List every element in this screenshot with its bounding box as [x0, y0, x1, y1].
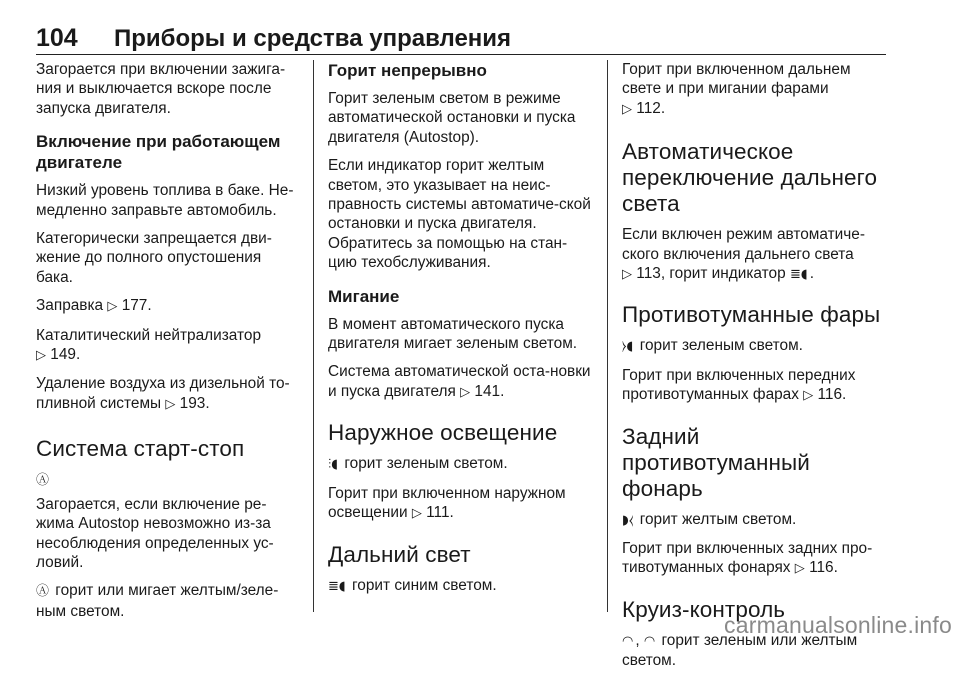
paragraph: ◗⧼ горит желтым светом. — [622, 510, 888, 530]
heading-high-beam: Дальний свет — [328, 541, 471, 567]
fog-light-icon: ⧽◖ — [622, 339, 634, 355]
cross-reference: ▷ 113, горит индикатор ≣◖ . — [622, 264, 888, 284]
cross-reference: Горит при включенных задних про-тивотуманных фонарях ▷ 116. — [622, 540, 873, 577]
arrow-icon: ▷ — [411, 506, 422, 522]
page-header — [36, 22, 886, 55]
arrow-icon: ▷ — [803, 388, 814, 404]
paragraph: В момент автоматического пуска двигателя мигает зеленым светом. — [328, 315, 578, 353]
paragraph: Загорается при включении зажига-ния и выключается вскоре после запуска двигателя. — [36, 61, 286, 117]
auto-high-beam-icon: ≣◖ — [789, 267, 808, 283]
ref-page: 193. — [179, 394, 210, 412]
heading-fog-lights: Противотуманные фары — [622, 302, 881, 328]
cross-reference — [36, 296, 302, 316]
rear-fog-light-icon: ◗⧼ — [622, 512, 634, 528]
arrow-icon: ▷ — [165, 396, 176, 412]
watermark: carmanualsonline.info — [724, 612, 952, 638]
cruise-control-icon: ◠ — [622, 633, 634, 649]
exterior-light-icon: ⫶◖ — [328, 457, 339, 473]
page-title: Приборы и средства управления — [114, 25, 512, 52]
ref-page: 177. — [121, 297, 152, 315]
page-number: 104 — [36, 24, 78, 52]
paragraph: ⧽◖ горит зеленым светом. — [622, 336, 888, 356]
ref-text: Заправка — [36, 297, 104, 315]
column-divider — [607, 60, 608, 612]
paragraph: Ⓐ горит или мигает желтым/зеле-ным светом. — [36, 582, 279, 620]
paragraph: ⫶◖ горит зеленым светом. — [328, 454, 594, 474]
heading-rear-fog-light: Задний противотуманный фонарь — [622, 423, 810, 501]
ref-page: 149. — [50, 346, 81, 364]
start-stop-icon: Ⓐ — [36, 473, 50, 489]
arrow-icon: ▷ — [107, 299, 118, 315]
heading-exterior-lighting: Наружное освещение — [328, 420, 558, 446]
cross-reference: Горит при включенных передних противотуманных фарах ▷ 116. — [622, 366, 856, 404]
ref-text: Каталитический нейтрализатор — [36, 326, 261, 344]
paragraph: Если включен режим автоматиче-ского включения дальнего света — [622, 226, 865, 263]
paragraph: Низкий уровень топлива в баке. Не-медленно заправьте автомобиль. — [36, 182, 294, 219]
paragraph: Если индикатор горит желтым светом, это указывает на неис-правность системы автоматиче-ской остановки и пуска двигателя. Обратитесь за помощью на стан-цию техобслуживания. — [328, 157, 591, 272]
arrow-icon: ▷ — [622, 267, 632, 283]
cross-reference: Горит при включенном наружном освещении ▷ 111. — [328, 484, 566, 522]
high-beam-icon: ≣◖ — [328, 578, 346, 594]
column-3 — [622, 60, 888, 680]
ref-text: Удаление воздуха из дизельной то-пливной системы — [36, 375, 290, 412]
cross-reference — [36, 326, 302, 366]
heading-cruise-control: Круиз-контроль — [622, 596, 786, 622]
cross-reference: Система автоматической оста-новки и пуска двигателя ▷ 141. — [328, 363, 591, 400]
paragraph: Категорически запрещается дви-жение до полного опустошения бака. — [36, 230, 272, 286]
subheading-blink: Мигание — [328, 286, 400, 306]
arrow-icon: ▷ — [460, 384, 471, 400]
arrow-icon: ▷ — [622, 101, 632, 117]
column-1 — [36, 60, 302, 630]
column-divider — [313, 60, 314, 612]
arrow-icon: ▷ — [36, 348, 46, 364]
paragraph: Загорается, если включение ре-жима Autostop невозможно из-за несоблюдения определенных ус-ловий. — [36, 495, 274, 571]
autostop-icon: Ⓐ — [36, 584, 50, 600]
paragraph: ◠ , ◠ горит зеленым или желтым светом. — [622, 631, 858, 670]
cruise-control-set-icon: ◠ — [643, 633, 656, 649]
paragraph: ≣◖ горит синим светом. — [328, 576, 594, 596]
paragraph: Горит зеленым светом в режиме автоматической остановки и пуска двигателя (Autostop). — [328, 90, 576, 146]
cross-reference — [36, 374, 302, 414]
column-2 — [328, 60, 594, 605]
heading-start-stop: Система старт-стоп — [36, 436, 245, 462]
heading-auto-high-beam: Автоматическое переключение дальнего света — [622, 139, 878, 217]
subheading-engine-running: Включение при работающем двигателе — [36, 132, 281, 173]
cross-reference: Горит при включенном дальнем свете и при мигании фарами ▷ 112. — [622, 61, 851, 117]
arrow-icon: ▷ — [794, 561, 805, 577]
subheading-steady: Горит непрерывно — [328, 61, 487, 80]
